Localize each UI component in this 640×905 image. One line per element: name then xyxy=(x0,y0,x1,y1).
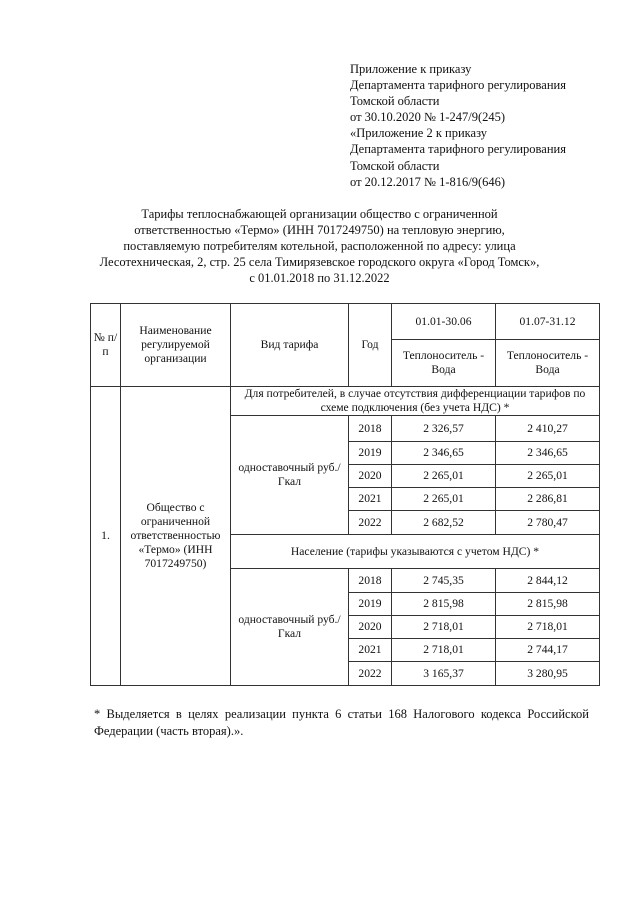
group-caption: Население (тарифы указываются с учетом НДС) * xyxy=(231,535,600,569)
title-line: поставляемую потребителям котельной, расположенной по адресу: улица xyxy=(123,239,516,253)
annex-line: Томской области xyxy=(350,158,440,173)
value-cell: 2 326,57 xyxy=(392,416,496,442)
header-number: № п/п xyxy=(91,304,121,387)
title-line: Тарифы теплоснабжающей организации общество с ограниченной xyxy=(141,207,498,221)
value-cell: 2 265,01 xyxy=(496,465,600,488)
header-medium-1: Теплоноситель - Вода xyxy=(392,340,496,387)
value-cell: 2 410,27 xyxy=(496,416,600,442)
value-cell: 2 815,98 xyxy=(496,593,600,616)
value-cell: 2 718,01 xyxy=(392,639,496,662)
value-cell: 2 718,01 xyxy=(392,616,496,639)
row-number: 1. xyxy=(91,387,121,686)
value-cell: 3 165,37 xyxy=(392,662,496,686)
group-caption: Для потребителей, в случае отсутствия дифференциации тарифов по схеме подключения (без учета НДС) * xyxy=(231,387,600,416)
annex-line: «Приложение 2 к приказу xyxy=(350,126,488,141)
header-period-2: 01.07-31.12 xyxy=(496,304,600,340)
header-period-1: 01.01-30.06 xyxy=(392,304,496,340)
year-cell: 2018 xyxy=(349,569,392,593)
value-cell: 2 844,12 xyxy=(496,569,600,593)
value-cell: 2 346,65 xyxy=(496,442,600,465)
year-cell: 2020 xyxy=(349,465,392,488)
value-cell: 2 745,35 xyxy=(392,569,496,593)
header-tariff-type: Вид тарифа xyxy=(231,304,349,387)
header-organization: Наименование регулируемой организации xyxy=(121,304,231,387)
annex-line: Приложение к приказу xyxy=(350,62,472,76)
value-cell: 2 780,47 xyxy=(496,511,600,535)
annex-line: Томской области xyxy=(350,94,440,109)
title-line: с 01.01.2018 по 31.12.2022 xyxy=(249,271,390,285)
value-cell: 2 265,01 xyxy=(392,488,496,511)
year-cell: 2019 xyxy=(349,593,392,616)
header-year: Год xyxy=(349,304,392,387)
footnote: * Выделяется в целях реализации пункта 6 статьи 168 Налогового кодекса Российской Федерации (часть вторая).». xyxy=(94,707,589,738)
year-cell: 2019 xyxy=(349,442,392,465)
value-cell: 2 718,01 xyxy=(496,616,600,639)
year-cell: 2018 xyxy=(349,416,392,442)
title-line: Лесотехническая, 2, стр. 25 села Тимирязевское городского округа «Город Томск», xyxy=(99,255,540,269)
annex-line: от 20.12.2017 № 1-816/9(646) xyxy=(350,174,506,189)
tariff-table xyxy=(90,303,600,686)
annex-line: Департамента тарифного регулирования xyxy=(350,78,566,93)
title-line: ответственностью «Термо» (ИНН 7017249750) на тепловую энергию, xyxy=(134,223,505,237)
year-cell: 2021 xyxy=(349,639,392,662)
value-cell: 2 265,01 xyxy=(392,465,496,488)
organization-name: Общество с ограниченной ответственностью «Термо» (ИНН 7017249750) xyxy=(121,387,231,686)
value-cell: 3 280,95 xyxy=(496,662,600,686)
tariff-label: одноставочный руб./Гкал xyxy=(231,416,349,535)
year-cell: 2021 xyxy=(349,488,392,511)
annex-line: Департамента тарифного регулирования xyxy=(350,142,566,157)
value-cell: 2 286,81 xyxy=(496,488,600,511)
tariff-label: одноставочный руб./Гкал xyxy=(231,569,349,686)
header-medium-2: Теплоноситель - Вода xyxy=(496,340,600,387)
annex-header xyxy=(350,61,620,190)
value-cell: 2 815,98 xyxy=(392,593,496,616)
year-cell: 2022 xyxy=(349,511,392,535)
year-cell: 2020 xyxy=(349,616,392,639)
document-title xyxy=(80,206,559,286)
year-cell: 2022 xyxy=(349,662,392,686)
value-cell: 2 346,65 xyxy=(392,442,496,465)
value-cell: 2 682,52 xyxy=(392,511,496,535)
annex-line: от 30.10.2020 № 1-247/9(245) xyxy=(350,110,506,125)
value-cell: 2 744,17 xyxy=(496,639,600,662)
